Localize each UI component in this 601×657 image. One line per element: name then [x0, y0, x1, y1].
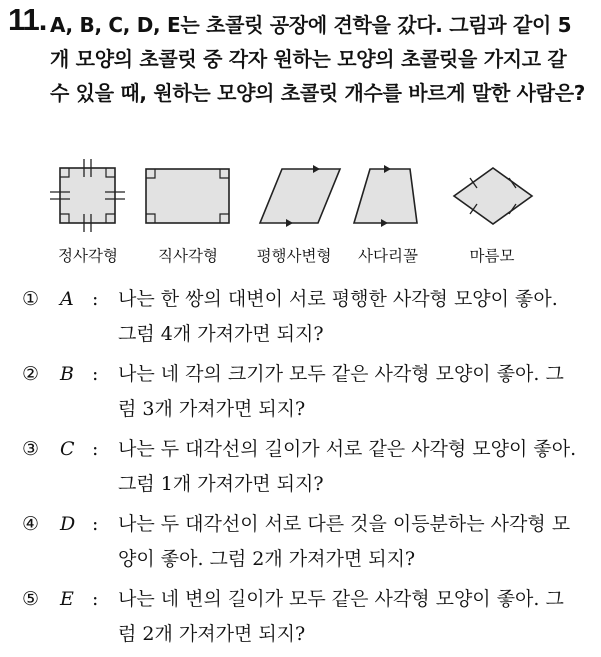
question-number: 11.: [8, 2, 47, 37]
choice-colon: :: [92, 438, 99, 460]
choice-text: 나는 두 대각선이 서로 다른 것을 이등분하는 사각형 모양이 좋아. 그럼 2개 가져가면 되지?: [118, 513, 571, 570]
choice-person: C: [60, 438, 75, 460]
shape-label-rhombus: 마름모: [469, 247, 515, 265]
shape-label-rectangle: 직사각형: [158, 247, 218, 265]
shape-label-parallelogram: 평행사변형: [256, 247, 332, 265]
choice-text: 나는 두 대각선의 길이가 서로 같은 사각형 모양이 좋아. 그럼 1개 가져가면 되지?: [118, 438, 577, 495]
shape-label-trapezoid: 사다리꼴: [358, 247, 418, 265]
trapezoid-shape: [354, 165, 417, 227]
choice-person: E: [60, 588, 74, 610]
choice-colon: :: [92, 363, 99, 385]
rhombus-shape: [454, 168, 532, 224]
choice-3[interactable]: [22, 432, 582, 502]
choice-person: B: [60, 363, 74, 385]
choice-number: ①: [22, 288, 40, 310]
square-shape: [50, 159, 125, 232]
choice-colon: :: [92, 288, 99, 310]
choice-5[interactable]: [22, 582, 582, 652]
answer-choices: [22, 282, 582, 657]
parallelogram-shape: [260, 165, 340, 227]
choice-4[interactable]: [22, 507, 582, 577]
choice-colon: :: [92, 588, 99, 610]
choice-number: ②: [22, 363, 40, 385]
choice-number: ⑤: [22, 588, 40, 610]
choice-number: ③: [22, 438, 40, 460]
choice-colon: :: [92, 513, 99, 535]
choice-person: A: [60, 288, 74, 310]
choice-text: 나는 네 변의 길이가 모두 같은 사각형 모양이 좋아. 그럼 2개 가져가면 되지?: [118, 588, 564, 645]
choice-2[interactable]: [22, 357, 582, 427]
rectangle-shape: [146, 169, 229, 223]
choice-text: 나는 네 각의 크기가 모두 같은 사각형 모양이 좋아. 그럼 3개 가져가면 되지?: [118, 363, 564, 420]
choice-number: ④: [22, 513, 40, 535]
choice-person: D: [60, 513, 76, 535]
question-text: A, B, C, D, E는 초콜릿 공장에 견학을 갔다. 그림과 같이 5개 모양의 초콜릿 중 각자 원하는 모양의 초콜릿을 가지고 갈 수 있을 때, 원하는 모양의 초콜릿 개수를 바르게 말한 사람은?: [50, 13, 586, 105]
choice-1[interactable]: [22, 282, 582, 352]
choice-text: 나는 한 쌍의 대변이 서로 평행한 사각형 모양이 좋아. 그럼 4개 가져가면 되지?: [118, 288, 558, 345]
shape-label-square: 정사각형: [58, 247, 118, 265]
